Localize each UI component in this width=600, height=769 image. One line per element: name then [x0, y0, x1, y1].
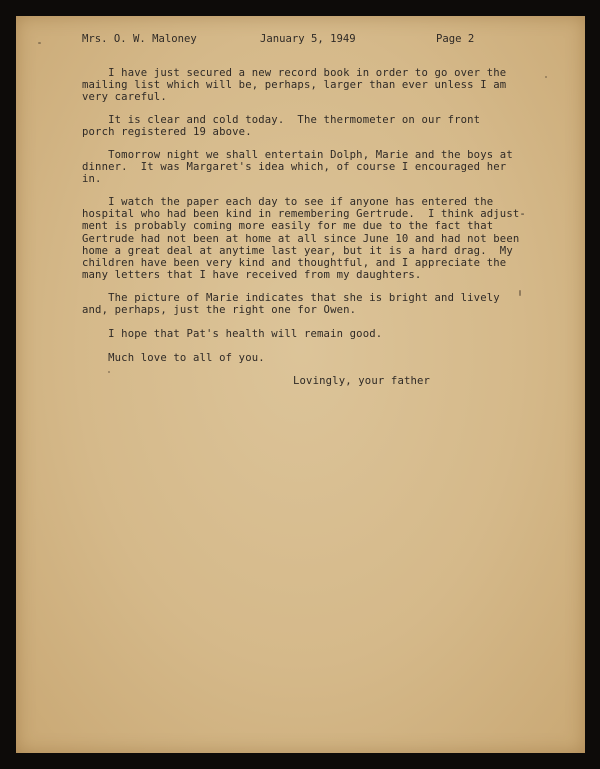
paragraph-love: Much love to all of you. — [82, 352, 265, 364]
letter-page — [16, 16, 585, 753]
paragraph-pat-health: I hope that Pat's health will remain good. — [82, 328, 383, 340]
letter-date: January 5, 1949 — [260, 33, 356, 45]
paper-speck — [545, 76, 547, 78]
paper-speck — [108, 371, 110, 373]
paragraph-record-book: I have just secured a new record book in order to go over the mailing list which will be, perhaps, larger than ever unless I am very careful. — [82, 67, 507, 104]
page-number: Page 2 — [436, 33, 475, 45]
recipient-line: Mrs. O. W. Maloney — [82, 33, 197, 45]
paragraph-gertrude: I watch the paper each day to see if anyone has entered the hospital who had been kind in remembering Gertrude. I think adjust- ment is probably coming more easily for me due to the fact that Gertrude had not been at home at all since June 10 and had not been home a great deal at anytime last year, but it is a hard drag. My children have been very kind and thoughtful, and I appreciate the many letters that I have received from my daughters. — [82, 196, 526, 282]
paragraph-dinner: Tomorrow night we shall entertain Dolph, Marie and the boys at dinner. It was Margaret's idea which, of course I encouraged her in. — [82, 149, 513, 186]
paragraph-marie-picture: The picture of Marie indicates that she is bright and lively and, perhaps, just the right one for Owen. — [82, 292, 500, 317]
paragraph-weather: It is clear and cold today. The thermometer on our front porch registered 19 above. — [82, 114, 481, 139]
paper-speck — [519, 290, 521, 296]
paper-speck — [38, 42, 41, 44]
letter-header — [82, 33, 542, 47]
closing-signature: Lovingly, your father — [293, 375, 431, 387]
